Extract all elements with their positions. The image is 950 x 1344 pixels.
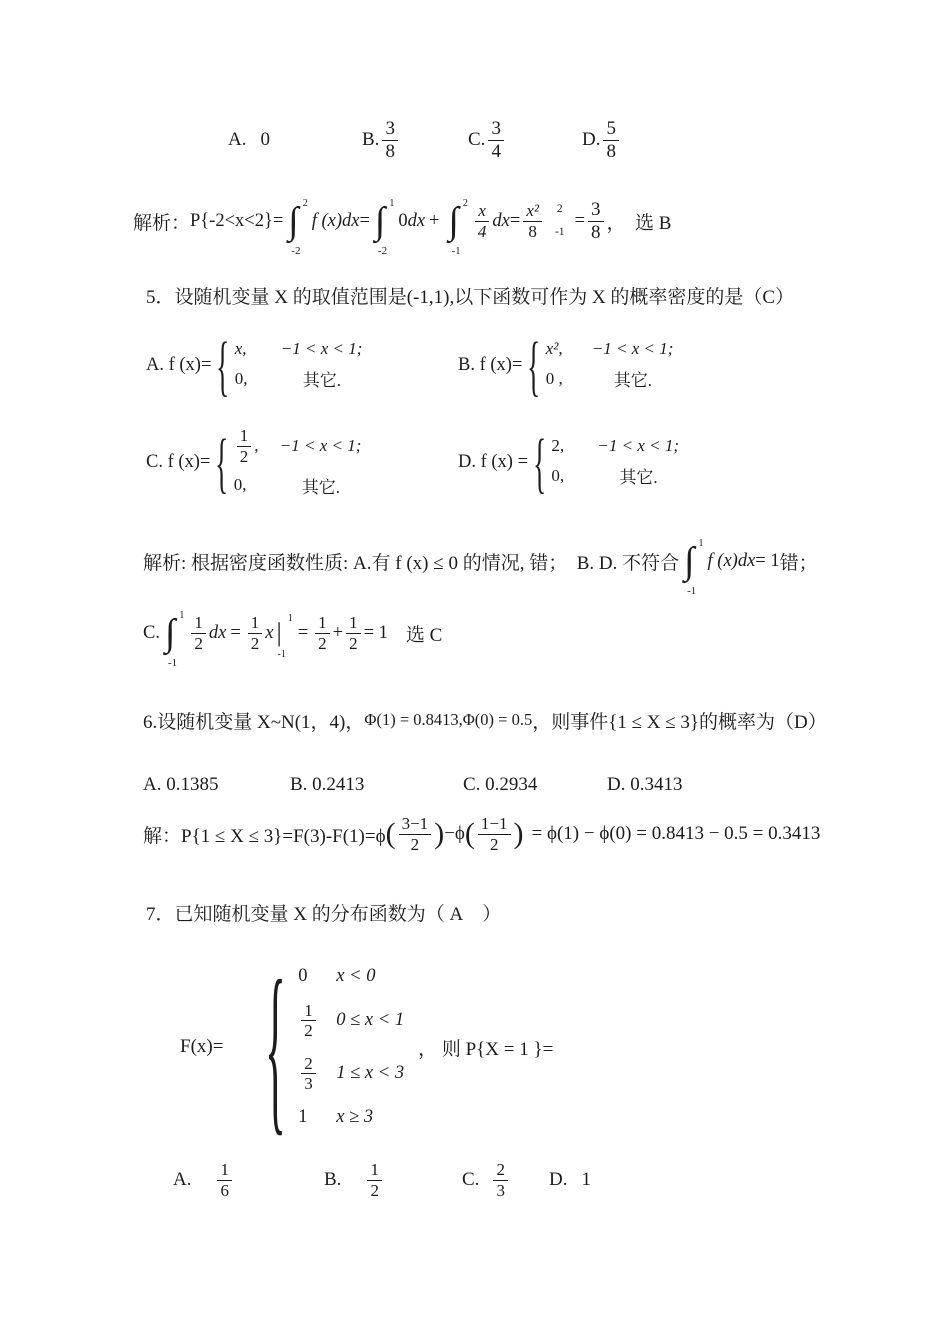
right-paren: )	[434, 817, 445, 850]
q4-option-a-value: 0	[260, 129, 270, 150]
q4-solution-eq1: =	[359, 210, 370, 231]
q5-fraction-half-2: $\frac{1}{2}$	[248, 613, 263, 652]
q5-solution-text-a: 解析: 根据密度函数性质: A.有 f (x) ≤ 0 的情况, 错； B. D. 不符合	[143, 552, 680, 574]
cases-brace: {	[265, 943, 287, 1151]
q4-evaluation-limits: 2 -1	[554, 202, 565, 238]
q5-d-value-2: 0,	[551, 465, 565, 485]
q5-a-cond-1: −1 < x < 1;	[280, 339, 363, 358]
q7-case-row-2: $\frac{1}{2}$ 0 ≤ x < 1	[298, 1001, 404, 1040]
q5-a-value-2: 0,	[234, 368, 248, 388]
integral-icon: ∫	[684, 540, 695, 582]
left-paren: (	[385, 817, 396, 850]
q5-solution-eq: = 1	[755, 550, 780, 571]
q5-a-cond-2: 其它.	[302, 371, 342, 390]
left-paren: (	[464, 817, 475, 850]
q4-option-a-label: A.	[228, 129, 247, 150]
q5-d-cond-1: −1 < x < 1;	[597, 436, 680, 455]
q4-option-c-label: C.	[468, 129, 486, 150]
q5-option-d	[458, 422, 679, 502]
integral-icon: ∫	[288, 200, 299, 242]
q5-solution-eq1: =	[230, 622, 241, 643]
q6-title	[143, 704, 827, 736]
q7-then-text: ， 则 P{X = 1 }=	[418, 1038, 554, 1060]
q5-solution-dx: dx	[208, 622, 227, 643]
q7-option-b	[324, 1154, 385, 1206]
q5-option-c-label: C. f (x)=	[146, 451, 211, 472]
q6-solution-text-b: = ϕ(1) − ϕ(0) = 0.8413 − 0.5 = 0.3413	[531, 823, 821, 844]
q7-option-a-label: A.	[173, 1169, 192, 1190]
q7-case-row-1: 0 x < 0	[298, 965, 376, 986]
q5-c-cond-2: 其它.	[301, 477, 340, 497]
q7-option-d-value: 1	[581, 1169, 591, 1190]
cases-brace: {	[527, 327, 541, 403]
q7-case-row-4: 1 x ≥ 3	[298, 1107, 374, 1128]
q5-solution-x: x	[265, 622, 274, 643]
q4-solution-dx2: dx	[492, 210, 510, 231]
q4-fraction-x-over-4: $\frac{x}{4}$	[475, 201, 490, 240]
q4-solution-plus: +	[429, 210, 440, 231]
q6-option-d: D. 0.3413	[607, 774, 683, 795]
q5-a-value-1: x,	[234, 339, 247, 358]
q7-case-row-3: $\frac{2}{3}$ 1 ≤ x < 3	[298, 1054, 404, 1093]
integral-icon: ∫	[374, 200, 386, 242]
q4-integral-1: ∫ 2 -2	[288, 198, 308, 257]
q6-option-b: B. 0.2413	[290, 774, 365, 795]
q5-option-b-label: B. f (x)=	[458, 354, 523, 375]
q5-c-value-2: 0,	[233, 475, 247, 495]
q7-option-b-fraction: $\frac{1}{2}$	[367, 1160, 382, 1199]
q6-option-a: A. 0.1385	[143, 774, 219, 795]
q5-solution-line-2	[143, 602, 443, 669]
q5-integral-1: ∫ 1 -1	[684, 538, 704, 597]
q4-solution-probability: P{-2<x<2}=	[190, 210, 284, 231]
q5-c-fraction: $\frac{1}{2}$	[237, 426, 252, 465]
integral-icon: ∫	[448, 200, 459, 242]
q7-option-a-fraction: $\frac{1}{6}$	[217, 1160, 232, 1199]
q5-title: 5．设随机变量 X 的取值范围是(-1,1),以下函数可作为 X 的概率密度的是（C）	[146, 286, 795, 308]
q4-option-c-fraction: $\frac{3}{4}$	[488, 118, 504, 162]
q4-option-b-fraction: $\frac{3}{8}$	[382, 118, 398, 162]
q5-b-value-1: x²,	[545, 339, 563, 358]
q4-solution-answer: ， 选 B	[606, 212, 672, 234]
q5-b-cond-1: −1 < x < 1;	[591, 339, 674, 358]
q7-option-b-label: B.	[324, 1169, 342, 1190]
q4-option-d-fraction: $\frac{5}{8}$	[603, 118, 619, 162]
q7-title: 7．已知随机变量 X 的分布函数为（ A ）	[146, 903, 502, 925]
q4-solution-zero: 0	[398, 210, 408, 231]
q6-solution-line	[143, 806, 820, 862]
q6-solution-text-a: 解：P{1 ≤ X ≤ 3}=F(3)-F(1)=ϕ	[143, 825, 386, 847]
q5-c-comma: ,	[254, 436, 259, 455]
q4-option-b	[362, 114, 401, 166]
q7-fx-label: F(x)=	[180, 1036, 224, 1057]
q5-option-c	[146, 422, 361, 502]
q4-option-d-label: D.	[582, 129, 601, 150]
q4-option-d	[582, 114, 622, 166]
q5-option-a-label: A. f (x)=	[146, 354, 212, 375]
q5-b-cond-2: 其它.	[613, 371, 652, 390]
cases-brace: {	[216, 327, 230, 403]
q6-title-phi-values: Φ(1) = 0.8413,Φ(0) = 0.5	[364, 710, 533, 729]
q4-option-a	[228, 114, 270, 166]
q5-solution-eq2: =	[297, 622, 309, 643]
q5-solution-fx: f (x)dx	[707, 550, 756, 571]
cases-brace: {	[533, 424, 547, 500]
q4-solution-dx1: dx	[407, 210, 426, 231]
q5-fraction-half-3: $\frac{1}{2}$	[315, 613, 330, 652]
q4-solution-eq2: =	[509, 210, 521, 231]
q6-title-a: 6.设随机变量 X~N(1，4)，	[143, 711, 365, 733]
q7-option-d-label: D.	[549, 1169, 568, 1190]
q4-option-c	[468, 114, 507, 166]
q4-fraction-x2-over-8: $\frac{\text{x²}}{8}$	[523, 201, 542, 240]
q5-solution-answer: 选 C	[405, 624, 443, 646]
q5-fraction-half-1: $\frac{1}{2}$	[191, 613, 206, 652]
q5-evaluation-bar: | 1 -1	[276, 613, 293, 660]
q5-option-b	[458, 325, 673, 405]
q5-fraction-half-4: $\frac{1}{2}$	[346, 613, 361, 652]
cases-brace: {	[215, 424, 229, 500]
q7-option-c-fraction: $\frac{2}{3}$	[493, 1160, 508, 1199]
q5-solution-line-1	[143, 530, 818, 597]
q5-b-value-2: 0 ,	[545, 368, 563, 388]
q5-c-cond-1: −1 < x < 1;	[279, 436, 362, 455]
q7-option-c-label: C.	[462, 1169, 480, 1190]
q4-integral-2: ∫ 1 -2	[374, 198, 395, 257]
q6-option-c: C. 0.2934	[463, 774, 538, 795]
q5-solution-eq3: = 1	[363, 622, 388, 643]
q4-solution-eq3: =	[574, 210, 585, 231]
q4-solution-fx: f (x)dx	[311, 210, 360, 231]
q4-integral-3: ∫ 2 -1	[448, 198, 468, 257]
right-paren: )	[513, 817, 524, 850]
q4-solution-label: 解析：	[133, 212, 191, 234]
q6-fraction-1: $\frac{3-1}{2}$	[399, 814, 432, 853]
q7-distribution-block	[180, 943, 554, 1151]
q5-solution-wrong: 错；	[779, 552, 818, 574]
q4-fraction-3-over-8: $\frac{3}{8}$	[588, 199, 604, 243]
q6-fraction-2: $\frac{1-1}{2}$	[478, 814, 511, 853]
q5-solution-c-label: C.	[143, 622, 160, 643]
q7-option-a	[173, 1154, 235, 1206]
q6-title-c: ，则事件{1 ≤ X ≤ 3}的概率为（D）	[532, 711, 827, 733]
q7-option-c	[462, 1154, 511, 1206]
q7-option-d	[549, 1154, 591, 1206]
q4-option-b-label: B.	[362, 129, 380, 150]
q5-d-value-1: 2,	[551, 436, 565, 455]
q5-solution-plus: +	[332, 622, 344, 643]
integral-icon: ∫	[164, 612, 176, 654]
q4-solution-line	[133, 192, 672, 257]
q5-d-cond-2: 其它.	[619, 468, 658, 487]
q5-integral-2: ∫ 1 -1	[164, 610, 185, 669]
q6-solution-mid: −ϕ	[444, 823, 465, 844]
q5-option-d-label: D. f (x) =	[458, 451, 529, 472]
q5-option-a	[146, 325, 362, 405]
q7-cases	[298, 959, 404, 1135]
